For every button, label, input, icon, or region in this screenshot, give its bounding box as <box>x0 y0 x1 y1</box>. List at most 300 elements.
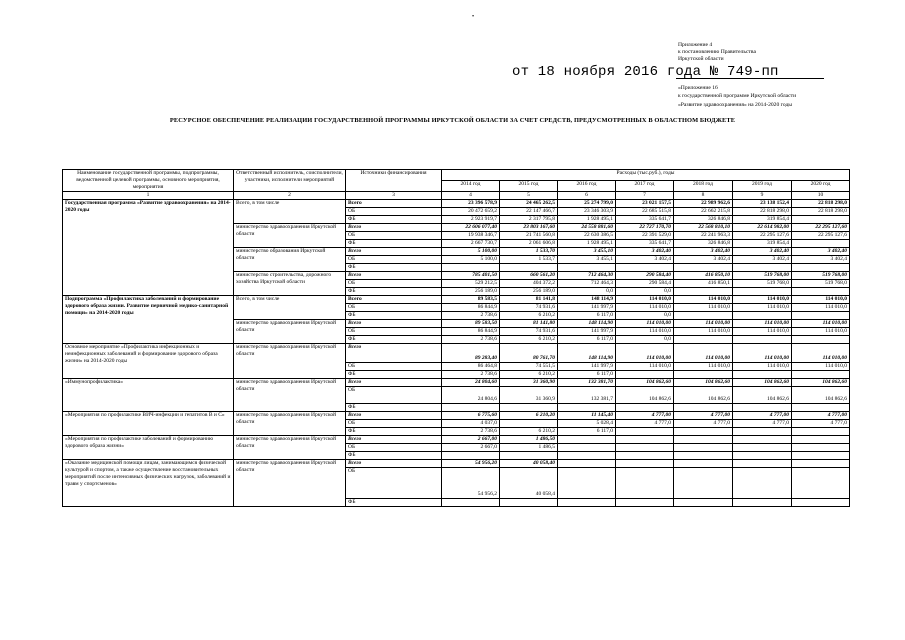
value-cell: 22 727 170,70 <box>616 224 674 232</box>
value-cell <box>558 499 616 507</box>
col-number: 6 <box>558 192 616 200</box>
value-cell: 148 114,90 <box>558 320 616 328</box>
value-cell <box>442 404 500 412</box>
value-cell <box>733 336 792 344</box>
source-cell: ФБ <box>346 404 442 412</box>
source-cell: ФБ <box>346 216 442 224</box>
value-cell: 40 058,4 <box>500 468 558 499</box>
col-number: 9 <box>733 192 792 200</box>
source-cell: ФБ <box>346 428 442 436</box>
col-header-program: Наименование государственной программы, подпрограммы, ведомственной целевой программы, основного мероприятия, мероприятия <box>63 170 234 192</box>
value-cell: 2 738,6 <box>442 312 500 320</box>
value-cell: 23 021 157,5 <box>616 200 674 208</box>
source-cell: ОБ <box>346 232 442 240</box>
year-header: 2019 год <box>733 181 792 192</box>
year-header: 2014 год <box>442 181 500 192</box>
value-cell: 114 010,0 <box>616 296 674 304</box>
value-cell: 23 138 152,4 <box>733 200 792 208</box>
value-cell <box>500 404 558 412</box>
value-cell: 132 381,7 <box>558 387 616 404</box>
value-cell: 785 401,50 <box>442 272 500 280</box>
year-header: 2016 год <box>558 181 616 192</box>
value-cell: 114 010,0 <box>674 363 733 371</box>
value-cell <box>733 428 792 436</box>
value-cell: 4 777,0 <box>616 420 674 428</box>
value-cell <box>792 240 850 248</box>
value-cell: 104 862,60 <box>616 379 674 387</box>
value-cell <box>792 404 850 412</box>
value-cell: 319 854,4 <box>733 240 792 248</box>
value-cell <box>792 436 850 444</box>
value-cell: 22 295 127,6 <box>792 232 850 240</box>
value-cell: 22 818 298,0 <box>733 208 792 216</box>
col-number: 5 <box>500 192 558 200</box>
value-cell: 74 551,5 <box>500 363 558 371</box>
year-header: 2018 год <box>674 181 733 192</box>
col-number: 7 <box>616 192 674 200</box>
value-cell: 6 117,0 <box>558 312 616 320</box>
program-name-cell: Государственная программа «Развитие здравоохранения» на 2014-2020 годы <box>63 200 234 296</box>
source-cell: Всего <box>346 412 442 420</box>
value-cell: 22 241 963,3 <box>674 232 733 240</box>
value-cell: 0,0 <box>616 288 674 296</box>
value-cell <box>792 312 850 320</box>
value-cell: 114 010,00 <box>733 344 792 363</box>
value-cell: 31 360,9 <box>500 387 558 404</box>
value-cell <box>616 264 674 272</box>
value-cell: 114 010,00 <box>733 320 792 328</box>
value-cell: 86 844,9 <box>442 304 500 312</box>
source-cell: Всего <box>346 344 442 363</box>
value-cell: 114 010,0 <box>733 296 792 304</box>
value-cell: 114 010,00 <box>792 320 850 328</box>
value-cell: 74 931,6 <box>500 304 558 312</box>
value-cell: 5 100,00 <box>442 248 500 256</box>
value-cell: 6 117,0 <box>558 428 616 436</box>
value-cell: 2 923 919,7 <box>442 216 500 224</box>
year-header: 2017 год <box>616 181 674 192</box>
value-cell: 6 210,20 <box>500 412 558 420</box>
value-cell <box>792 428 850 436</box>
value-cell: 3 402,40 <box>792 248 850 256</box>
value-cell: 4 777,00 <box>792 412 850 420</box>
value-cell <box>792 288 850 296</box>
source-cell: ФБ <box>346 240 442 248</box>
value-cell <box>792 444 850 452</box>
value-cell: 4 777,00 <box>733 412 792 420</box>
program-name-cell: «Оказание медицинской помощи лицам, занимающимся физической культурой и спортом, а также осуществление восстановительных мероприятий после интенсивных физических нагрузок, заболеваний и травм у спортсменов» <box>63 460 234 507</box>
program-name-cell: «Мероприятия по профилактике ВИЧ-инфекции и гепатитов В и С» <box>63 412 234 436</box>
value-cell: 519 768,00 <box>733 272 792 280</box>
value-cell: 104 862,6 <box>674 387 733 404</box>
value-cell: 104 862,60 <box>733 379 792 387</box>
value-cell: 114 010,00 <box>792 344 850 363</box>
value-cell: 3 402,40 <box>674 248 733 256</box>
table-row <box>63 200 850 208</box>
source-cell: ОБ <box>346 444 442 452</box>
value-cell: 22 391 529,0 <box>616 232 674 240</box>
value-cell: 3 455,10 <box>558 248 616 256</box>
value-cell: 114 010,0 <box>792 304 850 312</box>
value-cell: 3 402,4 <box>674 256 733 264</box>
value-cell: 2 738,6 <box>442 371 500 379</box>
value-cell: 1 928 495,1 <box>558 216 616 224</box>
value-cell: 319 854,4 <box>733 216 792 224</box>
value-cell: 22 295 127,6 <box>733 232 792 240</box>
value-cell <box>792 216 850 224</box>
col-header-expenses: Расходы (тыс.руб.), годы <box>442 170 850 181</box>
value-cell: 81 141,8 <box>500 296 558 304</box>
value-cell: 519 768,0 <box>733 280 792 288</box>
value-cell <box>674 336 733 344</box>
value-cell: 6 117,0 <box>558 371 616 379</box>
appendix2-line: «Развитие здравоохранения» на 2014-2020 годы <box>678 101 793 108</box>
value-cell: 22 662 215,8 <box>674 208 733 216</box>
value-cell <box>733 436 792 444</box>
value-cell: 3 402,40 <box>616 248 674 256</box>
value-cell: 114 010,0 <box>674 296 733 304</box>
value-cell <box>616 428 674 436</box>
value-cell: 104 862,6 <box>733 387 792 404</box>
value-cell: 24 465 262,5 <box>500 200 558 208</box>
value-cell: 80 761,70 <box>500 344 558 363</box>
document-title: РЕСУРСНОЕ ОБЕСПЕЧЕНИЕ РЕАЛИЗАЦИИ ГОСУДАРСТВЕННОЙ ПРОГРАММЫ ИРКУТСКОЙ ОБЛАСТИ ЗА СЧЕТ СРЕДСТВ, ПРЕДУСМОТРЕННЫХ В ОБЛАСТНОМ БЮДЖЕТЕ <box>169 117 736 124</box>
value-cell: 1 928 495,1 <box>558 240 616 248</box>
source-cell: ФБ <box>346 371 442 379</box>
value-cell: 114 010,00 <box>674 320 733 328</box>
executor-cell: Всего, в том числе <box>234 296 346 320</box>
value-cell <box>616 444 674 452</box>
source-cell: ФБ <box>346 264 442 272</box>
value-cell <box>674 288 733 296</box>
value-cell <box>733 444 792 452</box>
value-cell: 22 818 298,0 <box>792 208 850 216</box>
value-cell <box>674 452 733 460</box>
value-cell: 24 804,60 <box>442 379 500 387</box>
appendix-line: Приложение 4 <box>678 42 713 48</box>
value-cell: 31 360,90 <box>500 379 558 387</box>
source-cell: ФБ <box>346 452 442 460</box>
value-cell: 2 667,0 <box>442 444 500 452</box>
value-cell: 6 775,60 <box>442 412 500 420</box>
value-cell: 141 997,9 <box>558 328 616 336</box>
value-cell: 114 010,0 <box>616 304 674 312</box>
value-cell: 1 533,70 <box>500 248 558 256</box>
value-cell <box>674 499 733 507</box>
value-cell: 4 777,0 <box>792 420 850 428</box>
value-cell: 114 010,0 <box>733 363 792 371</box>
column-numbers-row <box>63 192 850 200</box>
value-cell <box>500 452 558 460</box>
resource-table <box>62 169 850 507</box>
value-cell <box>733 404 792 412</box>
value-cell: 290 584,4 <box>616 280 674 288</box>
value-cell: 22 989 962,6 <box>674 200 733 208</box>
header-row <box>63 170 850 181</box>
source-cell: ОБ <box>346 387 442 404</box>
value-cell <box>733 312 792 320</box>
value-cell <box>558 264 616 272</box>
value-cell: 0,0 <box>616 336 674 344</box>
value-cell: 21 741 560,8 <box>500 232 558 240</box>
value-cell <box>500 264 558 272</box>
col-number: 8 <box>674 192 733 200</box>
value-cell: 3 402,4 <box>616 256 674 264</box>
value-cell: 25 274 799,0 <box>558 200 616 208</box>
source-cell: Всего <box>346 272 442 280</box>
value-cell <box>674 264 733 272</box>
value-cell <box>442 264 500 272</box>
value-cell: 6 210,2 <box>500 312 558 320</box>
appendix2-block <box>678 84 796 109</box>
value-cell: 22 147 466,7 <box>500 208 558 216</box>
value-cell: 148 114,9 <box>558 296 616 304</box>
source-cell: ОБ <box>346 304 442 312</box>
program-name-cell: Основное мероприятие «Профилактика инфекционных и неинфекционных заболеваний и формирование здорового образа жизни» на 2014-2020 годы <box>63 344 234 379</box>
source-cell: ОБ <box>346 256 442 264</box>
value-cell: 1 533,7 <box>500 256 558 264</box>
source-cell: Всего <box>346 296 442 304</box>
col-header-executor: Ответственный исполнитель, соисполнители, участники, исполнители мероприятий <box>234 170 346 192</box>
value-cell <box>674 428 733 436</box>
col-number: 2 <box>234 192 346 200</box>
table-body <box>63 170 850 507</box>
col-number: 3 <box>346 192 442 200</box>
source-cell: ФБ <box>346 336 442 344</box>
value-cell <box>558 404 616 412</box>
value-cell <box>500 499 558 507</box>
value-cell: 712 464,30 <box>558 272 616 280</box>
value-cell: 529 212,5 <box>442 280 500 288</box>
value-cell <box>674 444 733 452</box>
value-cell <box>616 499 674 507</box>
value-cell: 22 614 982,00 <box>733 224 792 232</box>
value-cell: 114 010,0 <box>616 363 674 371</box>
source-cell: ФБ <box>346 499 442 507</box>
table-row <box>63 412 850 420</box>
value-cell: 89 583,50 <box>442 320 500 328</box>
value-cell <box>733 499 792 507</box>
value-cell: 114 010,0 <box>733 328 792 336</box>
value-cell: 114 010,00 <box>674 344 733 363</box>
appendix2-line: «Приложение 16 <box>678 85 718 91</box>
decree-date-number: от 18 ноября 2016 года № 749-пп <box>512 64 779 80</box>
value-cell: 24 558 881,60 <box>558 224 616 232</box>
value-cell: 114 010,0 <box>792 296 850 304</box>
value-cell: 2 317 795,8 <box>500 216 558 224</box>
value-cell: 4 777,00 <box>616 412 674 420</box>
source-cell: ОБ <box>346 328 442 336</box>
value-cell <box>616 468 674 499</box>
value-cell: 3 455,1 <box>558 256 616 264</box>
value-cell: 519 768,00 <box>792 272 850 280</box>
value-cell: 104 862,60 <box>792 379 850 387</box>
value-cell: 2 738,6 <box>442 336 500 344</box>
source-cell: ОБ <box>346 208 442 216</box>
source-cell: Всего <box>346 460 442 468</box>
value-cell: 86 464,8 <box>442 363 500 371</box>
value-cell <box>674 404 733 412</box>
value-cell: 404 372,2 <box>500 280 558 288</box>
value-cell <box>674 436 733 444</box>
value-cell <box>733 452 792 460</box>
value-cell: 3 402,40 <box>733 248 792 256</box>
value-cell <box>792 371 850 379</box>
program-name-cell: Подпрограмма «Профилактика заболеваний и формирование здорового образа жизни. Развитие первичной медико-санитарной помощи» на 2014-2020 годы <box>63 296 234 344</box>
value-cell: 416 850,10 <box>674 272 733 280</box>
value-cell: 3 402,4 <box>733 256 792 264</box>
value-cell: 54 956,2 <box>442 468 500 499</box>
value-cell <box>500 420 558 428</box>
source-cell: Всего <box>346 248 442 256</box>
value-cell: 6 210,2 <box>500 371 558 379</box>
value-cell: 114 010,0 <box>792 328 850 336</box>
value-cell: 132 381,70 <box>558 379 616 387</box>
value-cell: 5 028,4 <box>558 420 616 428</box>
value-cell: 23 803 167,60 <box>500 224 558 232</box>
value-cell: 24 804,6 <box>442 387 500 404</box>
value-cell: 1 486,50 <box>500 436 558 444</box>
value-cell: 335 641,7 <box>616 216 674 224</box>
value-cell: 114 010,0 <box>733 304 792 312</box>
program-name-cell: «Мероприятия по профилактике заболеваний и формированию здорового образа жизни» <box>63 436 234 460</box>
value-cell: 22 568 810,10 <box>674 224 733 232</box>
value-cell <box>733 468 792 499</box>
value-cell: 4 777,00 <box>674 412 733 420</box>
executor-cell: министерство здравоохранения Иркутской области <box>234 224 346 248</box>
value-cell <box>733 288 792 296</box>
value-cell <box>616 436 674 444</box>
value-cell: 114 010,0 <box>792 363 850 371</box>
value-cell: 6 210,2 <box>500 336 558 344</box>
value-cell: 22 630 386,5 <box>558 232 616 240</box>
value-cell: 104 862,60 <box>674 379 733 387</box>
value-cell <box>442 499 500 507</box>
value-cell: 23 396 578,9 <box>442 200 500 208</box>
value-cell: 2 061 606,8 <box>500 240 558 248</box>
executor-cell: министерство здравоохранения Иркутской области <box>234 379 346 412</box>
value-cell <box>674 312 733 320</box>
value-cell: 40 058,40 <box>500 460 558 468</box>
source-cell: Всего <box>346 436 442 444</box>
value-cell: 22 818 298,0 <box>792 200 850 208</box>
executor-cell: министерство здравоохранения Иркутской области <box>234 412 346 436</box>
value-cell: 114 010,00 <box>616 320 674 328</box>
value-cell: 5 100,0 <box>442 256 500 264</box>
value-cell: 89 283,40 <box>442 344 500 363</box>
value-cell: 2 738,6 <box>442 428 500 436</box>
value-cell: 712 464,3 <box>558 280 616 288</box>
value-cell: 4 037,0 <box>442 420 500 428</box>
decree-underline <box>676 78 824 79</box>
table-row <box>63 296 850 304</box>
value-cell <box>674 460 733 468</box>
col-header-source: Источники финансирования <box>346 170 442 192</box>
value-cell: 20 472 659,2 <box>442 208 500 216</box>
program-name-cell: «Иммунопрофилактика» <box>63 379 234 412</box>
value-cell: 22 295 127,60 <box>792 224 850 232</box>
scan-dot: • <box>472 14 475 20</box>
source-cell: ОБ <box>346 363 442 371</box>
value-cell: 22 685 515,8 <box>616 208 674 216</box>
value-cell: 519 768,0 <box>792 280 850 288</box>
col-number: 4 <box>442 192 500 200</box>
executor-cell: министерство образования Иркутской области <box>234 248 346 272</box>
value-cell <box>616 452 674 460</box>
value-cell <box>733 264 792 272</box>
value-cell: 114 010,0 <box>674 328 733 336</box>
value-cell <box>792 264 850 272</box>
value-cell: 141 997,9 <box>558 363 616 371</box>
executor-cell: министерство здравоохранения Иркутской области <box>234 436 346 460</box>
table-row <box>63 460 850 468</box>
source-cell: ФБ <box>346 312 442 320</box>
value-cell: 326 846,8 <box>674 240 733 248</box>
appendix-line: Иркутской области <box>678 56 724 63</box>
source-cell: ФБ <box>346 288 442 296</box>
year-header: 2020 год <box>792 181 850 192</box>
value-cell <box>558 436 616 444</box>
value-cell: 114 010,00 <box>616 344 674 363</box>
value-cell <box>792 468 850 499</box>
value-cell <box>733 371 792 379</box>
value-cell: 416 850,1 <box>674 280 733 288</box>
source-cell: Всего <box>346 224 442 232</box>
value-cell: 4 777,0 <box>733 420 792 428</box>
value-cell: 4 777,0 <box>674 420 733 428</box>
value-cell <box>616 371 674 379</box>
value-cell <box>558 460 616 468</box>
value-cell: 660 561,20 <box>500 272 558 280</box>
value-cell: 22 606 077,40 <box>442 224 500 232</box>
value-cell: 54 956,20 <box>442 460 500 468</box>
col-number: 10 <box>792 192 850 200</box>
value-cell: 19 938 346,7 <box>442 232 500 240</box>
value-cell: 23 346 303,9 <box>558 208 616 216</box>
value-cell: 114 010,0 <box>616 328 674 336</box>
value-cell: 326 846,8 <box>674 216 733 224</box>
value-cell: 335 641,7 <box>616 240 674 248</box>
value-cell: 104 862,6 <box>792 387 850 404</box>
value-cell <box>558 468 616 499</box>
value-cell <box>558 452 616 460</box>
value-cell <box>792 460 850 468</box>
value-cell: 114 010,0 <box>674 304 733 312</box>
year-header: 2015 год <box>500 181 558 192</box>
value-cell: 2 667 730,7 <box>442 240 500 248</box>
source-cell: ОБ <box>346 420 442 428</box>
executor-cell: министерство здравоохранения Иркутской области <box>234 320 346 344</box>
source-cell: Всего <box>346 379 442 387</box>
appendix-line: к постановлению Правительства <box>678 49 756 56</box>
value-cell: 3 402,4 <box>792 256 850 264</box>
table-row <box>63 379 850 387</box>
value-cell: 6 210,2 <box>500 428 558 436</box>
value-cell: 0,0 <box>558 288 616 296</box>
value-cell <box>792 499 850 507</box>
value-cell: 256 189,0 <box>500 288 558 296</box>
value-cell <box>442 452 500 460</box>
value-cell: 11 145,40 <box>558 412 616 420</box>
value-cell: 1 486,5 <box>500 444 558 452</box>
value-cell <box>792 452 850 460</box>
value-cell <box>674 371 733 379</box>
value-cell: 89 583,5 <box>442 296 500 304</box>
value-cell <box>674 468 733 499</box>
executor-cell: министерство здравоохранения Иркутской области <box>234 344 346 379</box>
executor-cell: Всего, в том числе <box>234 200 346 224</box>
source-cell: Всего <box>346 320 442 328</box>
